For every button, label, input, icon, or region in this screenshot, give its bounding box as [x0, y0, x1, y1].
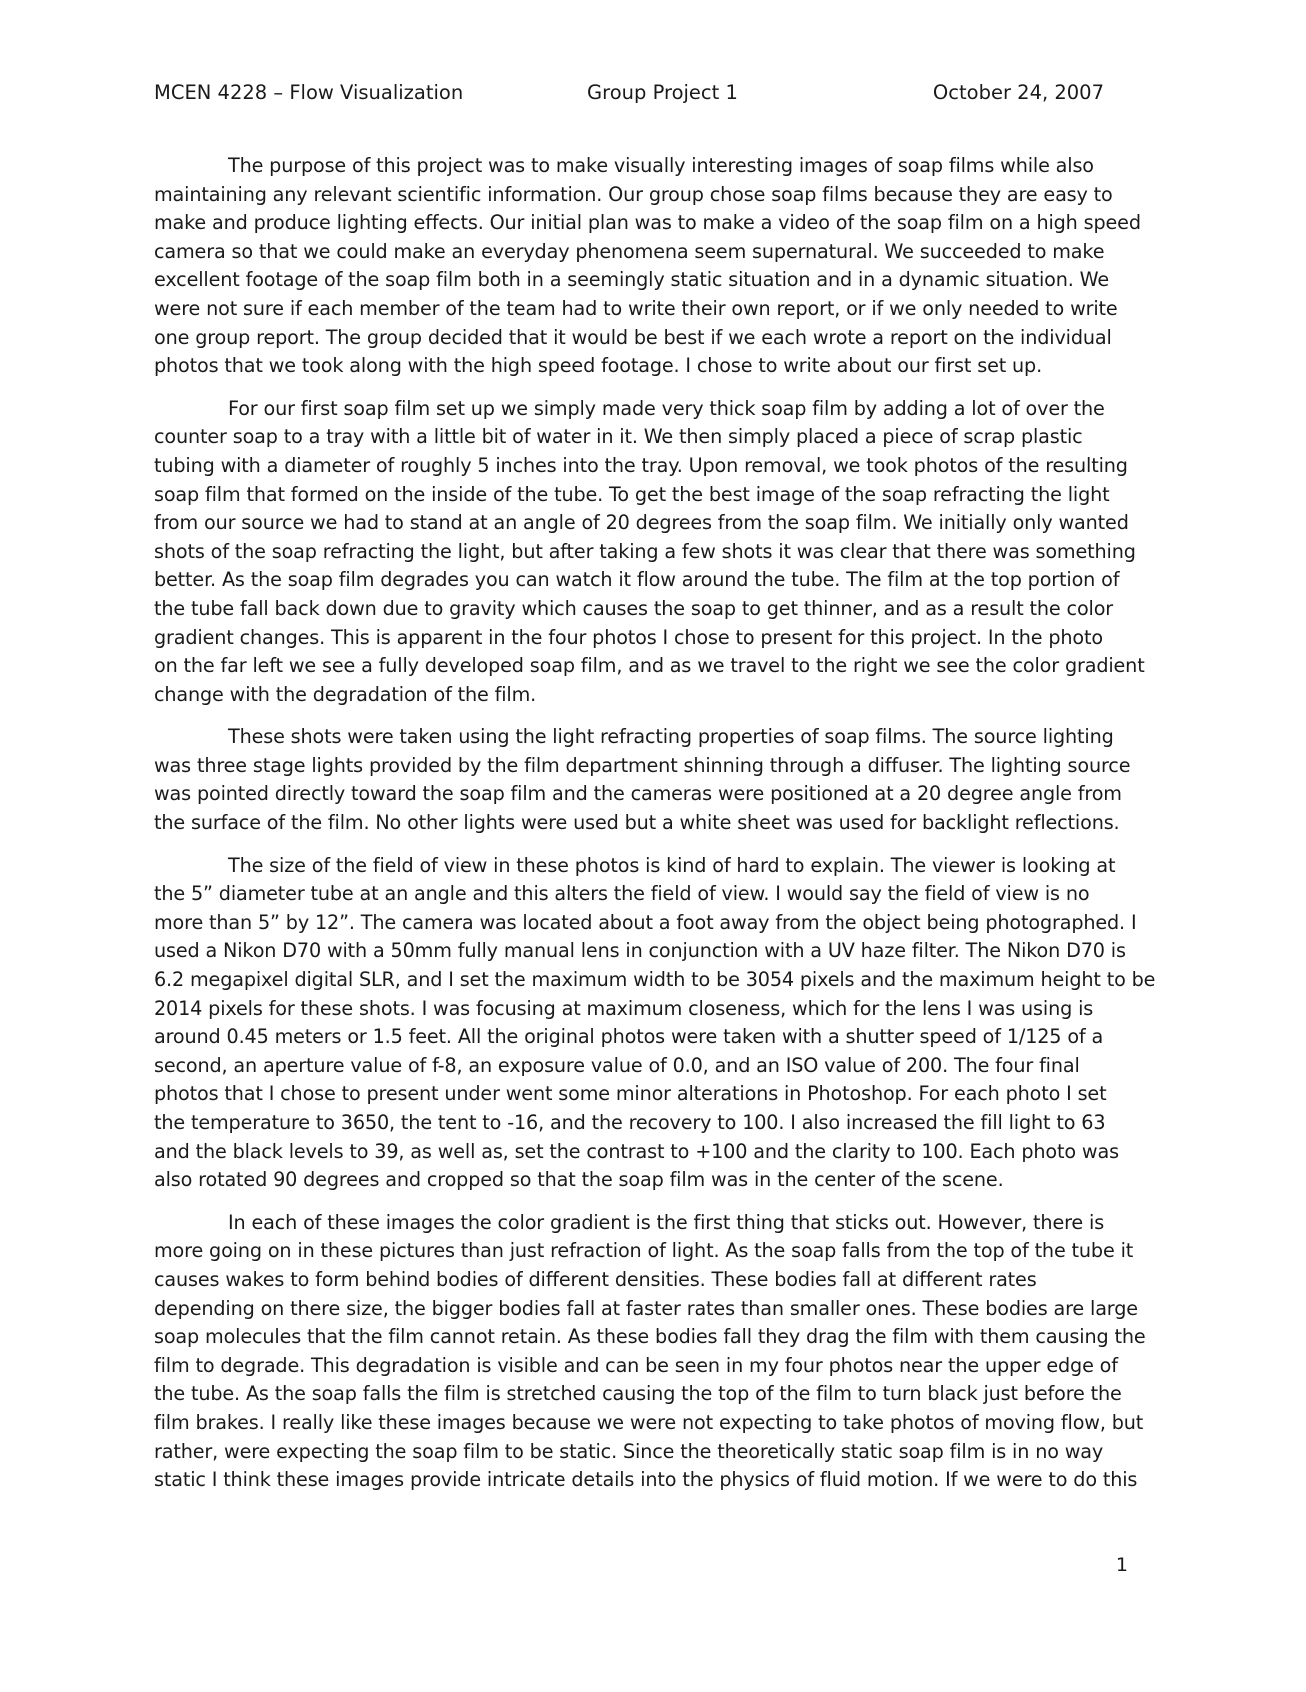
text-line: The size of the field of view in these photos is kind of hard to explain. The viewer is looking at: [228, 853, 1116, 877]
text-line: In each of these images the color gradient is the first thing that sticks out. However, there is: [228, 1210, 1105, 1234]
document-body: [154, 152, 1154, 1509]
text-line: and the black levels to 39, as well as, set the contrast to +100 and the clarity to 100. Each photo was: [154, 1139, 1119, 1163]
text-line: second, an aperture value of f-8, an exposure value of 0.0, and an ISO value of 200. The four final: [154, 1053, 1080, 1077]
text-line: 6.2 megapixel digital SLR, and I set the maximum width to be 3054 pixels and the maximum height to be: [154, 968, 1156, 992]
header-course: MCEN 4228 – Flow Visualization: [154, 81, 464, 104]
text-line: photos that I chose to present under went some minor alterations in Photoshop. For each photo I set: [154, 1082, 1107, 1106]
text-line: more than 5” by 12”. The camera was located about a foot away from the object being photographed. I: [154, 910, 1137, 934]
text-line: causes wakes to form behind bodies of different densities. These bodies fall at different rates: [154, 1267, 1037, 1291]
page-number: 1: [1115, 1554, 1128, 1576]
paragraph: [154, 723, 1154, 837]
text-line: the 5” diameter tube at an angle and this alters the field of view. I would say the field of view is no: [154, 882, 1090, 906]
page-header: [154, 78, 1104, 108]
text-line: change with the degradation of the film.: [154, 682, 537, 706]
paragraph: [154, 852, 1154, 1195]
text-line: soap molecules that the film cannot retain. As these bodies fall they drag the film with them causing the: [154, 1325, 1146, 1349]
text-line: depending on there size, the bigger bodies fall at faster rates than smaller ones. These bodies are large: [154, 1296, 1138, 1320]
paragraph: [154, 1209, 1154, 1495]
text-line: used a Nikon D70 with a 50mm fully manual lens in conjunction with a UV haze filter. The Nikon D70 is: [154, 939, 1126, 963]
text-line: gradient changes. This is apparent in the four photos I chose to present for this project. In the photo: [154, 625, 1103, 649]
text-line: make and produce lighting effects. Our initial plan was to make a video of the soap film on a high speed: [154, 211, 1141, 235]
header-project: Group Project 1: [587, 81, 738, 104]
text-line: rather, were expecting the soap film to be static. Since the theoretically static soap film is in no way: [154, 1439, 1104, 1463]
text-line: photos that we took along with the high speed footage. I chose to write about our first set up.: [154, 354, 1043, 378]
text-line: counter soap to a tray with a little bit of water in it. We then simply placed a piece of scrap plastic: [154, 425, 1083, 449]
text-line: film brakes. I really like these images because we were not expecting to take photos of moving flow, but: [154, 1410, 1144, 1434]
text-line: excellent footage of the soap film both in a seemingly static situation and in a dynamic situation. We: [154, 268, 1109, 292]
text-line: For our first soap film set up we simply made very thick soap film by adding a lot of over the: [228, 396, 1105, 420]
paragraph: [154, 152, 1154, 381]
text-line: also rotated 90 degrees and cropped so that the soap film was in the center of the scene.: [154, 1168, 1004, 1192]
text-line: was pointed directly toward the soap film and the cameras were positioned at a 20 degree angle from: [154, 782, 1122, 806]
header-date: October 24, 2007: [932, 81, 1104, 104]
text-line: camera so that we could make an everyday phenomena seem supernatural. We succeeded to make: [154, 239, 1105, 263]
text-line: soap film that formed on the inside of the tube. To get the best image of the soap refracting the light: [154, 482, 1110, 506]
paragraph: [154, 395, 1154, 710]
text-line: tubing with a diameter of roughly 5 inches into the tray. Upon removal, we took photos of the resulting: [154, 453, 1128, 477]
text-line: maintaining any relevant scientific information. Our group chose soap films because they are easy to: [154, 182, 1113, 206]
text-line: static I think these images provide intricate details into the physics of fluid motion. If we were to do this: [154, 1468, 1138, 1492]
text-line: from our source we had to stand at an angle of 20 degrees from the soap film. We initially only wanted: [154, 511, 1129, 535]
text-line: more going on in these pictures than just refraction of light. As the soap falls from the top of the tube it: [154, 1239, 1134, 1263]
text-line: the surface of the film. No other lights were used but a white sheet was used for backlight reflections.: [154, 811, 1120, 835]
text-line: on the far left we see a fully developed soap film, and as we travel to the right we see the color gradient: [154, 654, 1145, 678]
text-line: the temperature to 3650, the tent to -16, and the recovery to 100. I also increased the fill light to 63: [154, 1111, 1106, 1134]
text-line: These shots were taken using the light refracting properties of soap films. The source lighting: [228, 725, 1114, 749]
text-line: film to degrade. This degradation is visible and can be seen in my four photos near the upper edge of: [154, 1353, 1118, 1377]
text-line: was three stage lights provided by the film department shinning through a diffuser. The lighting source: [154, 753, 1131, 777]
text-line: the tube fall back down due to gravity which causes the soap to get thinner, and as a result the color: [154, 596, 1114, 620]
text-line: the tube. As the soap falls the film is stretched causing the top of the film to turn black just before the: [154, 1382, 1122, 1406]
text-line: better. As the soap film degrades you can watch it flow around the tube. The film at the top portion of: [154, 568, 1120, 592]
text-line: shots of the soap refracting the light, but after taking a few shots it was clear that there was something: [154, 539, 1136, 563]
text-line: were not sure if each member of the team had to write their own report, or if we only needed to write: [154, 296, 1118, 320]
text-line: 2014 pixels for these shots. I was focusing at maximum closeness, which for the lens I was using is: [154, 996, 1094, 1020]
text-line: one group report. The group decided that it would be best if we each wrote a report on the individual: [154, 325, 1112, 349]
text-line: The purpose of this project was to make visually interesting images of soap films while also: [228, 154, 1094, 177]
text-line: around 0.45 meters or 1.5 feet. All the original photos were taken with a shutter speed of 1/125 of a: [154, 1025, 1104, 1049]
